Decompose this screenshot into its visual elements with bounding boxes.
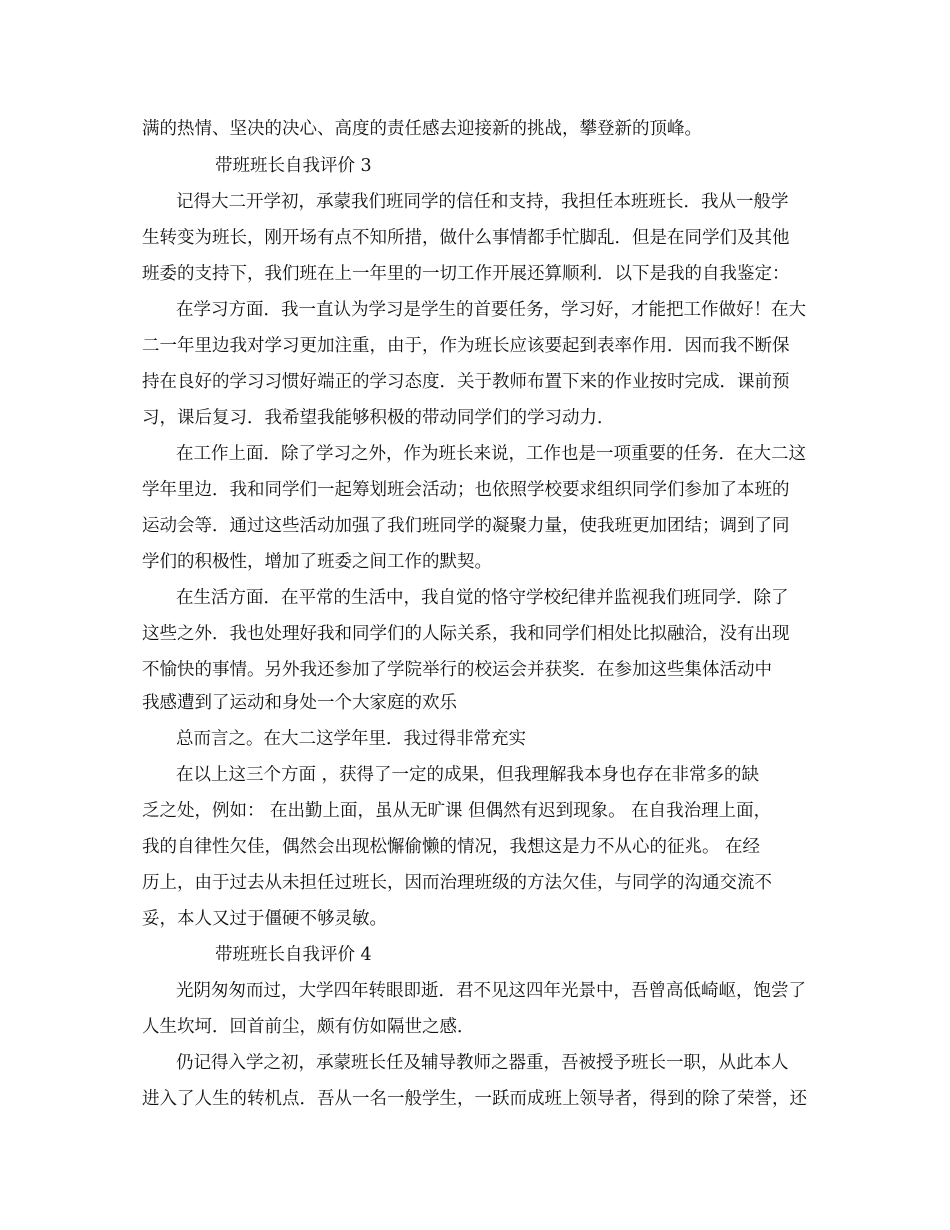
paragraph-line: 在工作上面．除了学习之外，作为班长来说，工作也是一项重要的任务．在大二这: [176, 444, 806, 464]
paragraph-line: 运动会等．通过这些活动加强了我们班同学的凝聚力量，使我班更加团结；调到了同: [142, 516, 790, 536]
paragraph-line: 不愉快的事情。另外我还参加了学院举行的校运会并获奖．在参加这些集体活动中: [142, 660, 772, 680]
paragraph-line: 习，课后复习．我希望我能够积极的带动同学们的学习动力．: [142, 408, 615, 428]
paragraph-line: 我的自律性欠佳，偶然会出现松懈偷懒的情况，我想这是力不从心的征兆。 在经: [142, 837, 761, 857]
paragraph-line: 仍记得入学之初，承蒙班长任及辅导教师之器重，吾被授予班长一职，从此本人: [176, 1053, 789, 1073]
paragraph-line: 这些之外．我也处理好我和同学们的人际关系，我和同学们相处比拟融洽，没有出现: [142, 624, 790, 644]
paragraph-line: 在学习方面．我一直认为学习是学生的首要任务，学习好，才能把工作做好！在大: [176, 300, 806, 320]
paragraph-line: 妥，本人又过于僵硬不够灵敏。: [142, 909, 387, 929]
paragraph-line: 总而言之。在大二这学年里．我过得非常充实: [176, 729, 526, 749]
paragraph-line: 班委的支持下，我们班在上一年里的一切工作开展还算顺利．以下是我的自我鉴定：: [142, 264, 790, 284]
paragraph-line: 记得大二开学初，承蒙我们班同学的信任和支持，我担任本班班长．我从一般学: [176, 192, 789, 212]
paragraph-line: 持在良好的学习习惯好端正的学习态度．关于教师布置下来的作业按时完成．课前预: [142, 372, 790, 392]
paragraph-line: 我感遭到了运动和身处一个大家庭的欢乐: [142, 693, 457, 713]
paragraph-line: 学年里边．我和同学们一起筹划班会活动；也依照学校要求组织同学们参加了本班的: [142, 480, 790, 500]
paragraph-line: 生转变为班长，刚开场有点不知所措，做什么事情都手忙脚乱．但是在同学们及其他: [142, 228, 790, 248]
paragraph-line: 历上，由于过去从未担任过班长，因而治理班级的方法欠佳，与同学的沟通交流不: [142, 873, 772, 893]
paragraph-line: 进入了人生的转机点．吾从一名一般学生，一跃而成班上领导者，得到的除了荣誉，还: [142, 1089, 807, 1109]
section-heading: 带班班长自我评价 4: [215, 945, 372, 965]
paragraph-line: 在生活方面．在平常的生活中，我自觉的恪守学校纪律并监视我们班同学．除了: [176, 588, 789, 608]
paragraph-line: 乏之处，例如： 在出勤上面，虽从无旷课 但偶然有迟到现象。 在自我治理上面，: [142, 801, 772, 821]
paragraph-line: 光阴匆匆而过，大学四年转眼即逝．君不见这四年光景中，吾曾高低崎岖，饱尝了: [176, 981, 806, 1001]
paragraph-line: 人生坎坷．回首前尘，颇有仿如隔世之感．: [142, 1017, 475, 1037]
paragraph-line: 学们的积极性，增加了班委之间工作的默契。: [142, 552, 492, 572]
paragraph-line: 满的热情、坚决的决心、高度的责任感去迎接新的挑战，攀登新的顶峰。: [142, 119, 702, 139]
paragraph-line: 在以上这三个方面 ，获得了一定的成果，但我理解我本身也存在非常多的缺: [176, 765, 760, 785]
paragraph-line: 二一年里边我对学习更加注重，由于，作为班长应该要起到表率作用．因而我不断保: [142, 336, 790, 356]
section-heading: 带班班长自我评价 3: [215, 156, 372, 176]
